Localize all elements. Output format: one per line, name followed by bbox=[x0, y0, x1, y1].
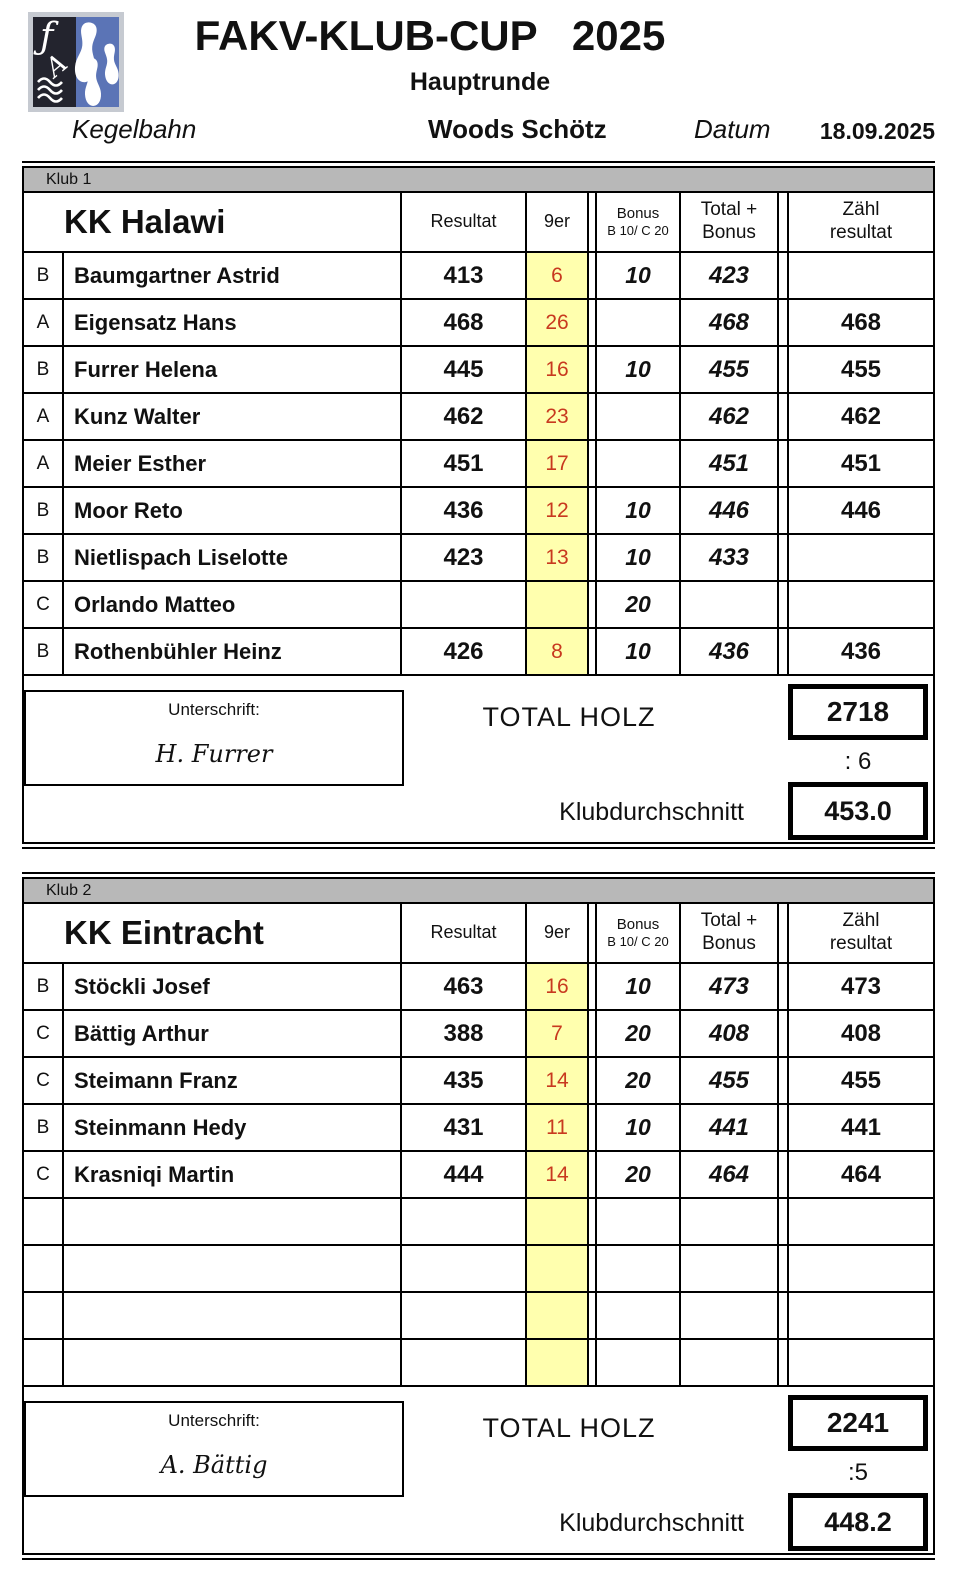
col-header-total-bonus bbox=[681, 904, 779, 964]
zaehl-resultat-cell: 455 bbox=[787, 347, 933, 394]
player-name-cell: Orlando Matteo bbox=[64, 582, 402, 629]
signature-box bbox=[24, 1401, 404, 1497]
resultat-cell bbox=[402, 1199, 527, 1246]
niner-cell bbox=[527, 1293, 589, 1340]
category-cell: B bbox=[24, 964, 64, 1011]
bonus-cell: 10 bbox=[595, 347, 681, 394]
resultat-cell bbox=[402, 582, 527, 629]
player-name-cell: Moor Reto bbox=[64, 488, 402, 535]
total-holz-value: 2241 bbox=[788, 1395, 928, 1451]
resultat-cell: 463 bbox=[402, 964, 527, 1011]
club-name: KK Eintracht bbox=[24, 904, 402, 964]
zaehl-resultat-cell bbox=[787, 582, 933, 629]
total-bonus-cell: 446 bbox=[681, 488, 779, 535]
klub2-rows bbox=[24, 964, 933, 1387]
bonus-cell: 20 bbox=[595, 582, 681, 629]
col-header-bonus bbox=[595, 904, 681, 964]
player-name-cell: Stöckli Josef bbox=[64, 964, 402, 1011]
resultat-cell: 462 bbox=[402, 394, 527, 441]
column-gap bbox=[779, 488, 787, 535]
col-header-zaehl-line1: Zähl bbox=[842, 199, 880, 221]
col-header-total-line1: Total + bbox=[700, 910, 758, 932]
klub1-header-row bbox=[24, 193, 933, 253]
zaehl-resultat-cell: 473 bbox=[787, 964, 933, 1011]
player-name-cell bbox=[64, 1340, 402, 1387]
klubdurchschnitt-value: 453.0 bbox=[788, 782, 928, 840]
column-gap bbox=[779, 964, 787, 1011]
klub2-bar: Klub 2 bbox=[24, 879, 933, 904]
resultat-cell: 435 bbox=[402, 1058, 527, 1105]
lane-label: Kegelbahn bbox=[72, 114, 197, 144]
total-holz-value: 2718 bbox=[788, 684, 928, 740]
total-bonus-cell: 455 bbox=[681, 347, 779, 394]
column-gap bbox=[779, 1058, 787, 1105]
col-header-bonus-line1: Bonus bbox=[616, 205, 660, 223]
table-row bbox=[24, 394, 933, 441]
category-cell: A bbox=[24, 394, 64, 441]
niner-cell: 6 bbox=[527, 253, 589, 300]
total-bonus-cell: 436 bbox=[681, 629, 779, 676]
bonus-cell bbox=[595, 394, 681, 441]
category-cell bbox=[24, 1199, 64, 1246]
category-cell: C bbox=[24, 1152, 64, 1199]
bonus-cell: 10 bbox=[595, 535, 681, 582]
total-holz-label: TOTAL HOLZ bbox=[482, 1413, 656, 1443]
zaehl-resultat-cell: 464 bbox=[787, 1152, 933, 1199]
table-row bbox=[24, 347, 933, 394]
col-header-total-bonus bbox=[681, 193, 779, 253]
niner-cell: 23 bbox=[527, 394, 589, 441]
player-name-cell: Nietlispach Liselotte bbox=[64, 535, 402, 582]
club-name: KK Halawi bbox=[24, 193, 402, 253]
player-name-cell: Eigensatz Hans bbox=[64, 300, 402, 347]
date-label: Datum bbox=[694, 114, 771, 144]
bonus-cell: 20 bbox=[595, 1058, 681, 1105]
zaehl-resultat-cell: 455 bbox=[787, 1058, 933, 1105]
niner-cell: 8 bbox=[527, 629, 589, 676]
player-name-cell: Furrer Helena bbox=[64, 347, 402, 394]
player-name-cell: Kunz Walter bbox=[64, 394, 402, 441]
total-bonus-cell bbox=[681, 1293, 779, 1340]
col-header-zaehl-line2: resultat bbox=[829, 933, 893, 954]
klubdurchschnitt-label: Klubdurchschnitt bbox=[559, 798, 744, 826]
category-cell: C bbox=[24, 1011, 64, 1058]
table-row bbox=[24, 488, 933, 535]
niner-cell: 17 bbox=[527, 441, 589, 488]
category-cell: B bbox=[24, 629, 64, 676]
column-gap bbox=[779, 347, 787, 394]
zaehl-resultat-cell: 451 bbox=[787, 441, 933, 488]
table-row bbox=[24, 1105, 933, 1152]
page-subtitle: Hauptrunde bbox=[409, 68, 551, 96]
player-name-cell bbox=[64, 1246, 402, 1293]
niner-cell: 26 bbox=[527, 300, 589, 347]
niner-cell: 16 bbox=[527, 347, 589, 394]
table-row bbox=[24, 535, 933, 582]
bonus-cell bbox=[595, 1199, 681, 1246]
bonus-cell: 20 bbox=[595, 1011, 681, 1058]
column-gap bbox=[779, 300, 787, 347]
column-gap bbox=[779, 441, 787, 488]
resultat-cell: 388 bbox=[402, 1011, 527, 1058]
klub2-sheet bbox=[22, 872, 935, 1560]
category-cell: B bbox=[24, 253, 64, 300]
column-gap bbox=[779, 1340, 787, 1387]
total-bonus-cell: 451 bbox=[681, 441, 779, 488]
zaehl-resultat-cell bbox=[787, 1246, 933, 1293]
bonus-cell: 10 bbox=[595, 964, 681, 1011]
total-bonus-cell bbox=[681, 1199, 779, 1246]
category-cell: B bbox=[24, 535, 64, 582]
bonus-cell: 10 bbox=[595, 1105, 681, 1152]
zaehl-resultat-cell: 446 bbox=[787, 488, 933, 535]
table-row bbox=[24, 582, 933, 629]
total-bonus-cell: 433 bbox=[681, 535, 779, 582]
svg-text:ƒ: ƒ bbox=[40, 16, 54, 57]
player-name-cell: Bättig Arthur bbox=[64, 1011, 402, 1058]
niner-cell: 13 bbox=[527, 535, 589, 582]
column-gap bbox=[779, 193, 787, 253]
column-gap bbox=[779, 394, 787, 441]
col-header-zaehl-resultat bbox=[787, 904, 933, 964]
resultat-cell: 426 bbox=[402, 629, 527, 676]
player-name-cell bbox=[64, 1293, 402, 1340]
niner-cell bbox=[527, 1340, 589, 1387]
signature-label: Unterschrift: bbox=[168, 700, 260, 719]
niner-cell bbox=[527, 1246, 589, 1293]
bonus-cell bbox=[595, 300, 681, 347]
niner-cell: 7 bbox=[527, 1011, 589, 1058]
column-gap bbox=[779, 582, 787, 629]
category-cell: B bbox=[24, 347, 64, 394]
divisor-value: :5 bbox=[847, 1459, 868, 1486]
niner-cell bbox=[527, 1199, 589, 1246]
klub2-header-row bbox=[24, 904, 933, 964]
table-row bbox=[24, 1246, 933, 1293]
signature-label: Unterschrift: bbox=[168, 1411, 260, 1430]
page-title: FAKV-KLUB-CUP 2025 bbox=[194, 12, 666, 59]
table-row bbox=[24, 1152, 933, 1199]
svg-text:A: A bbox=[39, 48, 74, 84]
bonus-cell bbox=[595, 1246, 681, 1293]
resultat-cell: 444 bbox=[402, 1152, 527, 1199]
col-header-total-line2: Bonus bbox=[702, 933, 756, 954]
klub1-footer bbox=[24, 676, 933, 842]
zaehl-resultat-cell bbox=[787, 535, 933, 582]
column-gap bbox=[779, 1293, 787, 1340]
table-row bbox=[24, 964, 933, 1011]
bonus-cell: 10 bbox=[595, 488, 681, 535]
table-row bbox=[24, 1199, 933, 1246]
column-gap bbox=[779, 535, 787, 582]
col-header-resultat: Resultat bbox=[402, 193, 527, 253]
resultat-cell: 413 bbox=[402, 253, 527, 300]
total-bonus-cell: 455 bbox=[681, 1058, 779, 1105]
zaehl-resultat-cell bbox=[787, 1199, 933, 1246]
table-row bbox=[24, 1011, 933, 1058]
klub1-bar: Klub 1 bbox=[24, 168, 933, 193]
column-gap bbox=[779, 1105, 787, 1152]
col-header-bonus-line1: Bonus bbox=[616, 916, 660, 934]
klub1-table bbox=[22, 166, 935, 844]
category-cell bbox=[24, 1246, 64, 1293]
zaehl-resultat-cell: 408 bbox=[787, 1011, 933, 1058]
col-header-bonus-line2: B 10/ C 20 bbox=[607, 934, 669, 950]
total-bonus-cell: 441 bbox=[681, 1105, 779, 1152]
col-header-bonus-line2: B 10/ C 20 bbox=[607, 223, 669, 239]
resultat-cell bbox=[402, 1293, 527, 1340]
table-row bbox=[24, 300, 933, 347]
niner-cell: 12 bbox=[527, 488, 589, 535]
column-gap bbox=[779, 1199, 787, 1246]
zaehl-resultat-cell bbox=[787, 1293, 933, 1340]
player-name-cell: Krasniqi Martin bbox=[64, 1152, 402, 1199]
total-bonus-cell: 423 bbox=[681, 253, 779, 300]
resultat-cell: 468 bbox=[402, 300, 527, 347]
column-gap bbox=[779, 904, 787, 964]
title-block bbox=[150, 12, 710, 60]
category-cell bbox=[24, 1340, 64, 1387]
bonus-cell: 20 bbox=[595, 1152, 681, 1199]
column-gap bbox=[779, 1246, 787, 1293]
column-gap bbox=[779, 253, 787, 300]
bonus-cell: 10 bbox=[595, 253, 681, 300]
col-header-9er: 9er bbox=[527, 193, 589, 253]
total-bonus-cell: 462 bbox=[681, 394, 779, 441]
klub2-footer bbox=[24, 1387, 933, 1553]
bonus-cell bbox=[595, 1293, 681, 1340]
zaehl-resultat-cell: 462 bbox=[787, 394, 933, 441]
total-holz-label: TOTAL HOLZ bbox=[482, 702, 656, 732]
niner-cell: 11 bbox=[527, 1105, 589, 1152]
player-name-cell: Baumgartner Astrid bbox=[64, 253, 402, 300]
resultat-cell bbox=[402, 1246, 527, 1293]
klubdurchschnitt-label: Klubdurchschnitt bbox=[559, 1509, 744, 1537]
column-gap bbox=[779, 1011, 787, 1058]
total-bonus-cell: 464 bbox=[681, 1152, 779, 1199]
total-bonus-cell: 408 bbox=[681, 1011, 779, 1058]
total-bonus-cell bbox=[681, 1246, 779, 1293]
col-header-zaehl-line2: resultat bbox=[829, 222, 893, 243]
signature-value: H. Furrer bbox=[155, 740, 273, 768]
category-cell: A bbox=[24, 300, 64, 347]
bonus-cell: 10 bbox=[595, 629, 681, 676]
niner-cell: 14 bbox=[527, 1152, 589, 1199]
table-row bbox=[24, 1058, 933, 1105]
zaehl-resultat-cell: 436 bbox=[787, 629, 933, 676]
total-bonus-cell: 473 bbox=[681, 964, 779, 1011]
resultat-cell: 431 bbox=[402, 1105, 527, 1152]
niner-cell bbox=[527, 582, 589, 629]
total-bonus-cell bbox=[681, 1340, 779, 1387]
player-name-cell bbox=[64, 1199, 402, 1246]
niner-cell: 16 bbox=[527, 964, 589, 1011]
table-row bbox=[24, 441, 933, 488]
column-gap bbox=[779, 1152, 787, 1199]
col-header-total-line2: Bonus bbox=[702, 222, 756, 243]
category-cell: B bbox=[24, 488, 64, 535]
category-cell: C bbox=[24, 582, 64, 629]
fakv-kegel-logo-icon bbox=[28, 12, 124, 112]
niner-cell: 14 bbox=[527, 1058, 589, 1105]
column-gap bbox=[779, 629, 787, 676]
col-header-zaehl-resultat bbox=[787, 193, 933, 253]
category-cell: C bbox=[24, 1058, 64, 1105]
col-header-zaehl-line1: Zähl bbox=[842, 910, 880, 932]
col-header-9er: 9er bbox=[527, 904, 589, 964]
resultat-cell bbox=[402, 1340, 527, 1387]
zaehl-resultat-cell bbox=[787, 253, 933, 300]
category-cell bbox=[24, 1293, 64, 1340]
bonus-cell bbox=[595, 1340, 681, 1387]
divisor-value: : 6 bbox=[844, 748, 872, 775]
signature-box bbox=[24, 690, 404, 786]
zaehl-resultat-cell: 468 bbox=[787, 300, 933, 347]
signature-value: A. Bättig bbox=[160, 1451, 268, 1479]
total-bonus-cell bbox=[681, 582, 779, 629]
total-bonus-cell: 468 bbox=[681, 300, 779, 347]
player-name-cell: Rothenbühler Heinz bbox=[64, 629, 402, 676]
player-name-cell: Meier Esther bbox=[64, 441, 402, 488]
col-header-resultat: Resultat bbox=[402, 904, 527, 964]
resultat-cell: 423 bbox=[402, 535, 527, 582]
resultat-cell: 451 bbox=[402, 441, 527, 488]
player-name-cell: Steimann Franz bbox=[64, 1058, 402, 1105]
category-cell: A bbox=[24, 441, 64, 488]
klub2-table bbox=[22, 877, 935, 1555]
bonus-cell bbox=[595, 441, 681, 488]
date-value: 18.09.2025 bbox=[819, 118, 935, 144]
klub1-rows bbox=[24, 253, 933, 676]
table-row bbox=[24, 629, 933, 676]
table-row bbox=[24, 1340, 933, 1387]
klubdurchschnitt-value: 448.2 bbox=[788, 1493, 928, 1551]
resultat-cell: 436 bbox=[402, 488, 527, 535]
zaehl-resultat-cell: 441 bbox=[787, 1105, 933, 1152]
resultat-cell: 445 bbox=[402, 347, 527, 394]
klub1-sheet bbox=[22, 161, 935, 849]
col-header-total-line1: Total + bbox=[700, 199, 758, 221]
zaehl-resultat-cell bbox=[787, 1340, 933, 1387]
col-header-bonus bbox=[595, 193, 681, 253]
table-row bbox=[24, 1293, 933, 1340]
category-cell: B bbox=[24, 1105, 64, 1152]
table-row bbox=[24, 253, 933, 300]
lane-value: Woods Schötz bbox=[428, 114, 607, 144]
player-name-cell: Steinmann Hedy bbox=[64, 1105, 402, 1152]
